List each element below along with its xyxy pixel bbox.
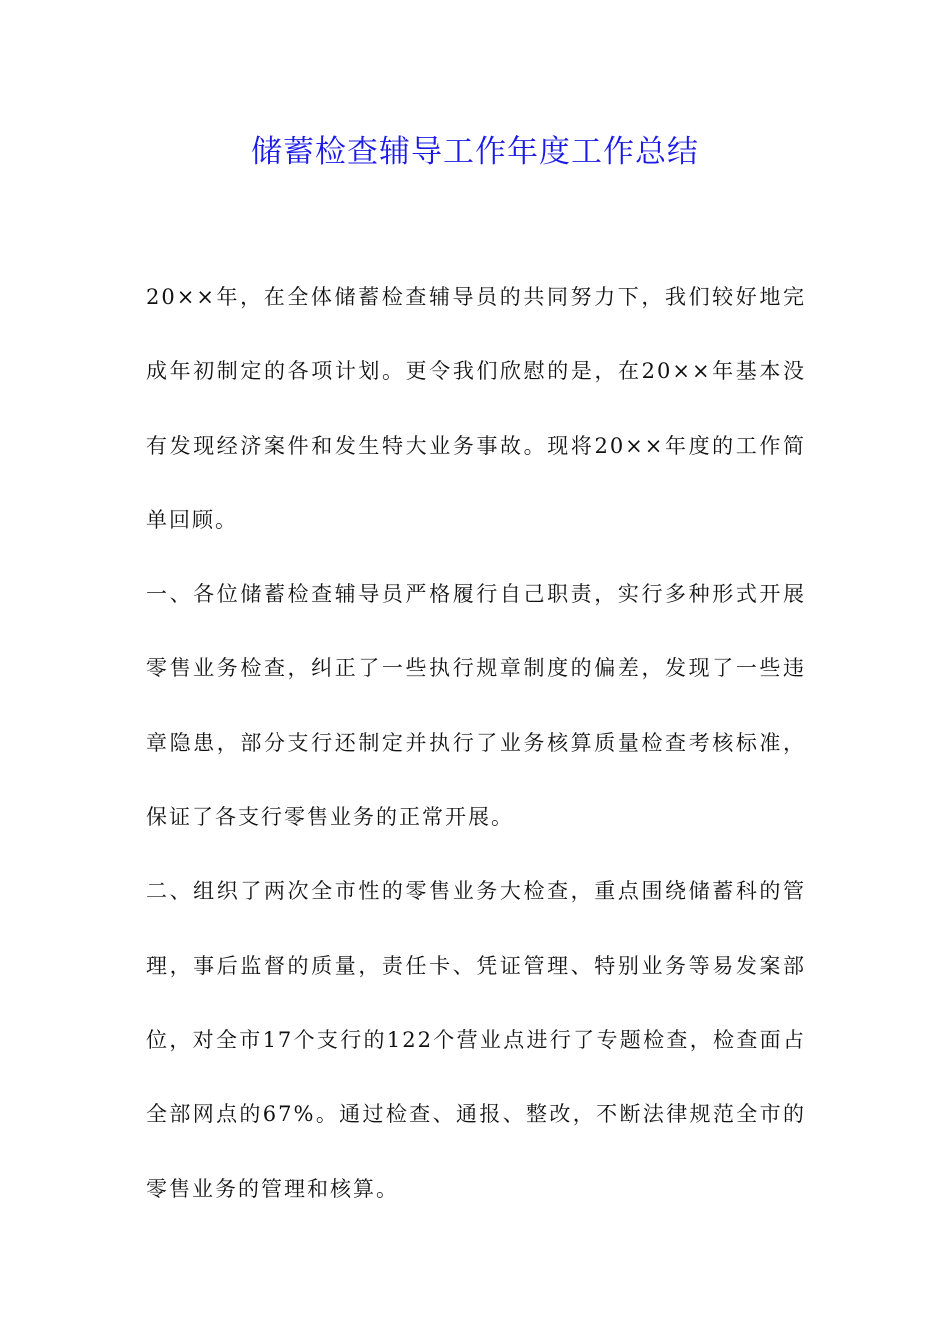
paragraph-section-one: 一、各位储蓄检查辅导员严格履行自己职责，实行多种形式开展零售业务检查，纠正了一些执行规章制度的偏差，发现了一些违章隐患，部分支行还制定并执行了业务核算质量检查考核标准，保证了各支行零售业务的正常开展。 bbox=[146, 582, 806, 830]
paragraph-intro: 20××年，在全体储蓄检查辅导员的共同努力下，我们较好地完成年初制定的各项计划。更令我们欣慰的是，在20××年基本没有发现经济案件和发生特大业务事故。现将20××年度的工作简单回顾。 bbox=[146, 285, 806, 532]
document-title: 储蓄检查辅导工作年度工作总结 bbox=[251, 134, 699, 170]
paragraph-section-two: 二、组织了两次全市性的零售业务大检查，重点围绕储蓄科的管理，事后监督的质量，责任卡、凭证管理、特别业务等易发案部位，对全市17个支行的122个营业点进行了专题检查，检查面占全部网点的67%。通过检查、通报、整改，不断法律规范全市的零售业务的管理和核算。 bbox=[146, 879, 806, 1201]
document-body bbox=[146, 260, 806, 1226]
